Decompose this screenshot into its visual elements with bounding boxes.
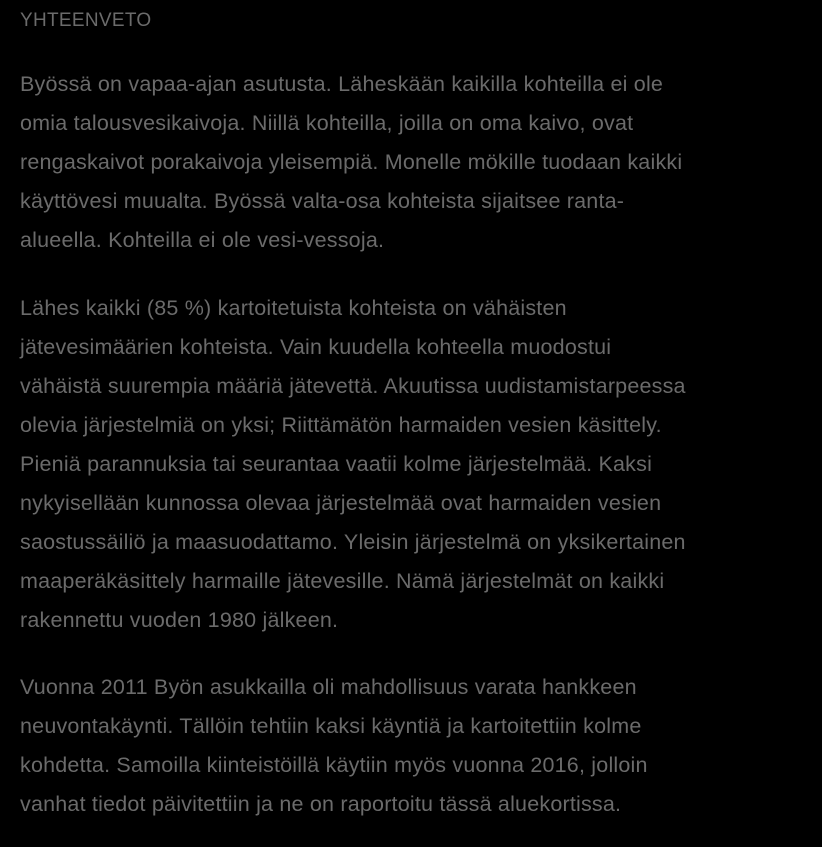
text-line: vähäistä suurempia määriä jätevettä. Akuutissa uudistamistarpeessa bbox=[20, 374, 686, 398]
text-line: kohdetta. Samoilla kiinteistöillä käytiin myös vuonna 2016, jolloin bbox=[20, 753, 648, 777]
text-line: omia talousvesikaivoja. Niillä kohteilla, joilla on oma kaivo, ovat bbox=[20, 111, 634, 135]
text-line: vanhat tiedot päivitettiin ja ne on raportoitu tässä aluekortissa. bbox=[20, 792, 622, 816]
text-line: Pieniä parannuksia tai seurantaa vaatii kolme järjestelmää. Kaksi bbox=[20, 452, 653, 476]
text-line: Lähes kaikki (85 %) kartoitetuista kohteista on vähäisten bbox=[20, 296, 567, 320]
text-line: Byössä on vapaa-ajan asutusta. Läheskään kaikilla kohteilla ei ole bbox=[20, 72, 664, 96]
paragraph-summary-wastewater bbox=[20, 289, 686, 640]
section-heading: YHTEENVETO bbox=[20, 10, 152, 31]
text-line: maaperäkäsittely harmaille jätevesille. Nämä järjestelmät on kaikki bbox=[20, 569, 665, 593]
text-line: jätevesimäärien kohteista. Vain kuudella kohteella muodostui bbox=[20, 335, 612, 359]
text-line: neuvontakäynti. Tällöin tehtiin kaksi käyntiä ja kartoitettiin kolme bbox=[20, 714, 642, 738]
document-page bbox=[20, 0, 810, 847]
paragraph-summary-housing bbox=[20, 65, 682, 260]
text-line: rengaskaivot porakaivoja yleisempiä. Monelle mökille tuodaan kaikki bbox=[20, 150, 683, 174]
text-line: nykyisellään kunnossa olevaa järjestelmää ovat harmaiden vesien bbox=[20, 491, 662, 515]
paragraph-summary-visits bbox=[20, 668, 648, 824]
text-line: Vuonna 2011 Byön asukkailla oli mahdollisuus varata hankkeen bbox=[20, 675, 637, 699]
text-line: olevia järjestelmiä on yksi; Riittämätön harmaiden vesien käsittely. bbox=[20, 413, 662, 437]
text-line: alueella. Kohteilla ei ole vesi-vessoja. bbox=[20, 228, 385, 252]
text-line: käyttövesi muualta. Byössä valta-osa kohteista sijaitsee ranta- bbox=[20, 189, 625, 213]
text-line: saostussäiliö ja maasuodattamo. Yleisin järjestelmä on yksikertainen bbox=[20, 530, 686, 554]
text-line: rakennettu vuoden 1980 jälkeen. bbox=[20, 608, 339, 632]
